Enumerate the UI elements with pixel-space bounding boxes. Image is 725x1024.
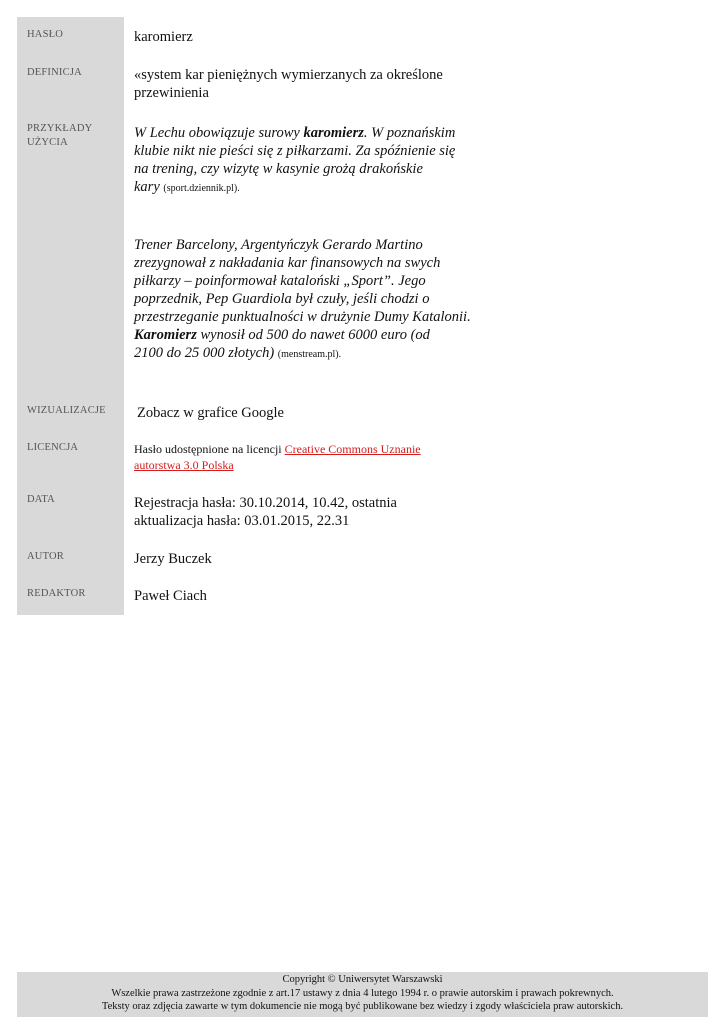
example-line — [134, 124, 455, 142]
example-line: na trening, czy wizytę w kasynie grożą drakońskie — [134, 161, 423, 177]
label-column — [17, 17, 124, 615]
example-source: (menstream.pl). — [277, 349, 342, 360]
example-line: zrezygnował z nakładania kar finansowych na swych — [134, 255, 441, 271]
label-wizualizacje: WIZUALIZACJE — [27, 405, 106, 416]
footer-notice: Teksty oraz zdjęcia zawarte w tym dokumencie nie mogą być publikowane bez wiedzy i zgody właściciela praw autorskich. — [101, 1001, 624, 1012]
label-przyklady-line2: UŻYCIA — [27, 137, 68, 148]
author-name: Jerzy Buczek — [134, 551, 212, 567]
example-line — [134, 178, 455, 198]
example-text: W Lechu obowiązuje surowy — [134, 125, 304, 141]
dates-text — [134, 494, 397, 530]
license-prefix: Hasło udostępnione na licencji — [134, 442, 285, 456]
example-line: klubie nikt nie pieści się z piłkarzami. Za spóźnienie się — [134, 143, 456, 159]
usage-example-2 — [134, 236, 471, 364]
editor-name: Paweł Ciach — [134, 588, 207, 604]
label-redaktor: REDAKTOR — [27, 588, 86, 599]
copyright-footer — [17, 972, 708, 1017]
example-text: . W poznańskim — [363, 125, 456, 141]
license-line — [134, 441, 421, 457]
update-date: aktualizacja hasła: 03.01.2015, 22.31 — [134, 513, 350, 529]
example-line: przestrzeganie punktualności w drużynie Dumy Katalonii. — [134, 309, 471, 325]
google-images-link[interactable]: Zobacz w grafice Google — [137, 405, 284, 421]
label-licencja: LICENCJA — [27, 442, 79, 453]
example-source: (sport.dziennik.pl). — [163, 183, 240, 194]
label-autor: AUTOR — [27, 551, 64, 562]
headword-highlight: karomierz — [303, 125, 364, 141]
example-line: Trener Barcelony, Argentyńczyk Gerardo Martino — [134, 237, 423, 253]
entry-headword: karomierz — [134, 29, 193, 45]
license-link[interactable]: Creative Commons Uznanie — [284, 442, 421, 456]
label-przyklady-line1: PRZYKŁADY — [27, 123, 93, 134]
example-line — [134, 344, 471, 364]
registration-date: Rejestracja hasła: 30.10.2014, 10.42, ostatnia — [134, 495, 397, 511]
example-text: wynosił od 500 do nawet 6000 euro (od — [196, 327, 430, 343]
license-line — [134, 457, 421, 473]
footer-copyright: Copyright © Uniwersytet Warszawski — [282, 974, 443, 985]
usage-example-1 — [134, 124, 455, 198]
headword-highlight: Karomierz — [134, 327, 197, 343]
example-text: 2100 do 25 000 złotych) — [134, 345, 275, 361]
label-haslo: HASŁO — [27, 29, 64, 40]
label-data: DATA — [27, 494, 55, 505]
definition-text: «system kar pieniężnych wymierzanych za określone przewinienia — [134, 67, 443, 101]
label-definicja: DEFINICJA — [27, 67, 82, 78]
example-line — [134, 326, 471, 344]
license-link-continued[interactable]: autorstwa 3.0 Polska — [134, 458, 234, 472]
label-przyklady — [27, 122, 92, 150]
example-line: piłkarzy – poinformował kataloński „Sport”. Jego — [134, 273, 426, 289]
example-text: kary — [134, 179, 160, 195]
license-text — [134, 441, 421, 473]
example-line: poprzednik, Pep Guardiola był czuły, jeśli chodzi o — [134, 291, 430, 307]
footer-rights: Wszelkie prawa zastrzeżone zgodnie z art.17 ustawy z dnia 4 lutego 1994 r. o prawie autorskim i prawach pokrewnych. — [111, 987, 614, 999]
